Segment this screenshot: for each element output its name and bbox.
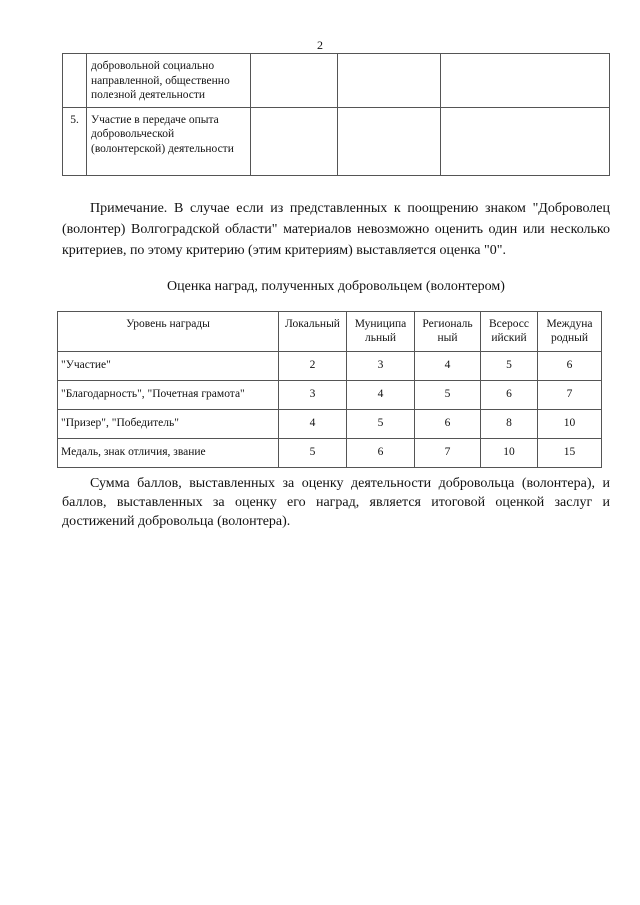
page-number: 2	[317, 38, 323, 52]
award-score: 3	[279, 381, 347, 410]
award-score: 4	[347, 381, 415, 410]
header-international: Междуна родный	[538, 312, 602, 352]
criterion-cell	[251, 107, 338, 175]
criterion-text: Участие в передаче опыта добровольческой (волонтерской) деятельности	[87, 107, 251, 175]
criterion-cell	[441, 54, 610, 108]
award-score: 7	[415, 439, 481, 468]
award-score: 6	[415, 410, 481, 439]
award-score: 6	[347, 439, 415, 468]
note-paragraph: Примечание. В случае если из представленных к поощрению знаком "Доброволец (волонтер) Волгоградской области" материалов невозможно оценить один или несколько критериев, по этому критерию (этим критериям) выставляется оценка "0".	[62, 201, 610, 258]
award-score: 10	[481, 439, 538, 468]
criterion-cell	[338, 54, 441, 108]
criterion-number	[63, 54, 87, 108]
table-row	[58, 381, 602, 410]
summary-paragraph: Сумма баллов, выставленных за оценку деятельности добровольца (волонтера), и баллов, выставленных за оценку его наград, является итоговой оценкой заслуг и достижений добровольца (волонтера).	[62, 476, 610, 529]
criterion-cell	[441, 107, 610, 175]
table-row	[58, 410, 602, 439]
awards-title: Оценка наград, полученных добровольцем (волонтером)	[167, 279, 505, 294]
award-score: 10	[538, 410, 602, 439]
award-level: "Благодарность", "Почетная грамота"	[58, 381, 279, 410]
criterion-number: 5.	[63, 107, 87, 175]
award-score: 7	[538, 381, 602, 410]
award-score: 2	[279, 352, 347, 381]
header-national: Всеросс ийский	[481, 312, 538, 352]
award-score: 5	[279, 439, 347, 468]
award-score: 4	[279, 410, 347, 439]
criteria-table	[62, 53, 610, 176]
award-score: 5	[347, 410, 415, 439]
award-score: 8	[481, 410, 538, 439]
award-level: "Участие"	[58, 352, 279, 381]
award-score: 6	[538, 352, 602, 381]
awards-table	[57, 311, 602, 468]
award-level: "Призер", "Победитель"	[58, 410, 279, 439]
header-level: Уровень награды	[58, 312, 279, 352]
award-score: 4	[415, 352, 481, 381]
award-score: 3	[347, 352, 415, 381]
award-score: 15	[538, 439, 602, 468]
header-regional: Региональ ный	[415, 312, 481, 352]
award-level: Медаль, знак отличия, звание	[58, 439, 279, 468]
award-score: 5	[415, 381, 481, 410]
table-row	[63, 54, 610, 108]
header-municipal: Муниципа льный	[347, 312, 415, 352]
header-local: Локальный	[279, 312, 347, 352]
table-row	[58, 439, 602, 468]
table-row	[63, 107, 610, 175]
award-score: 5	[481, 352, 538, 381]
table-header-row	[58, 312, 602, 352]
award-score: 6	[481, 381, 538, 410]
criterion-cell	[251, 54, 338, 108]
criterion-cell	[338, 107, 441, 175]
criterion-text: добровольной социально направленной, общественно полезной деятельности	[87, 54, 251, 108]
table-row	[58, 352, 602, 381]
